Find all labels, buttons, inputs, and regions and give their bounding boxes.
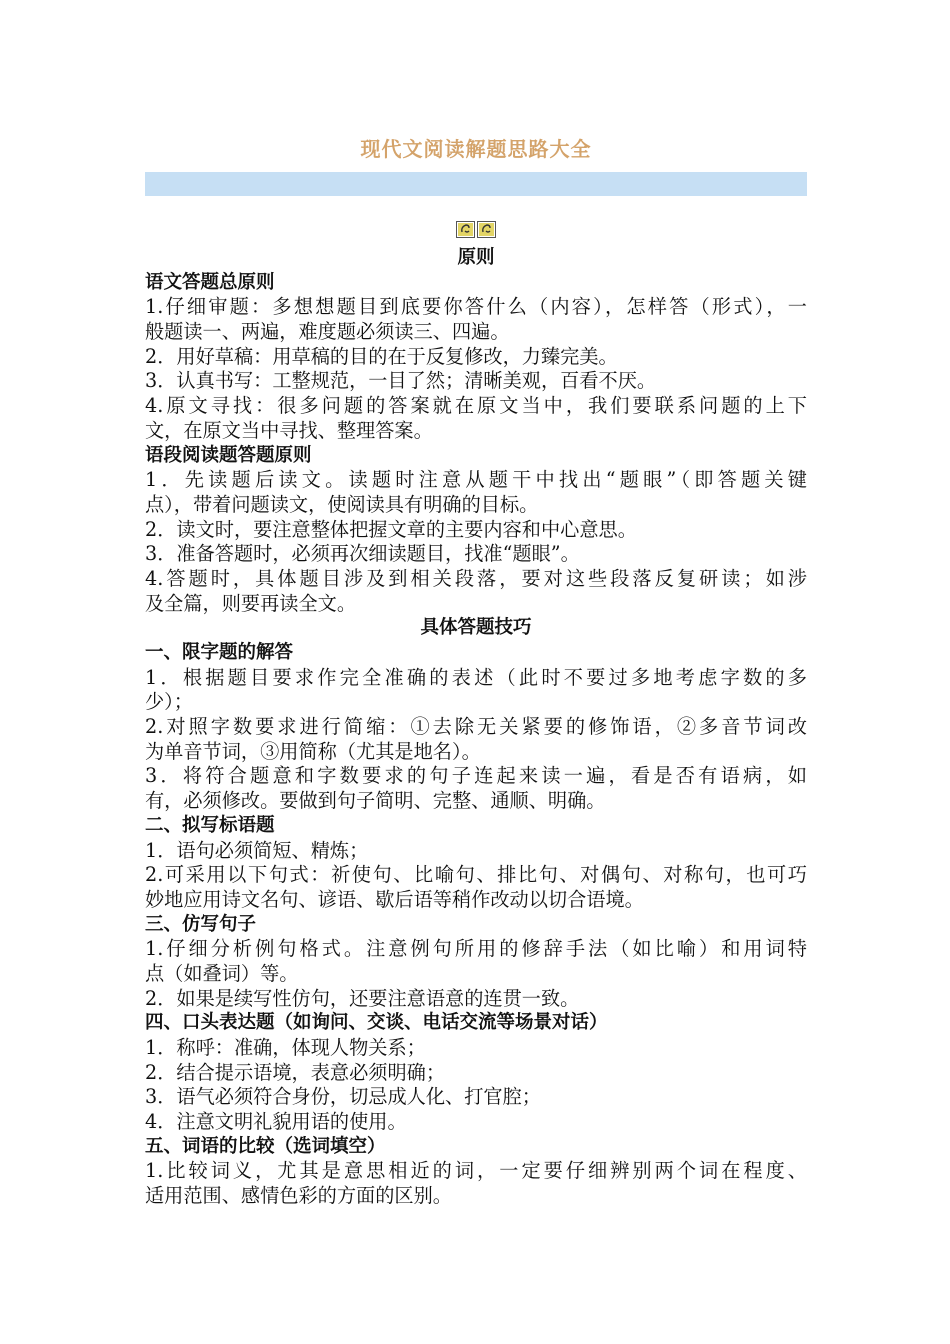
section-heading: 五、词语的比较（选词填空） <box>145 1135 386 1157</box>
text-line: 少）； <box>145 690 193 714</box>
text-line: 2．读文时，要注意整体把握文章的主要内容和中心意思。 <box>145 517 637 541</box>
text-line: 3．准备答题时，必须再次细读题目，找准“题眼”。 <box>145 542 580 566</box>
text-line: 1．称呼：准确，体现人物关系； <box>145 1036 426 1059</box>
section-heading: 二、拟写标语题 <box>145 814 275 836</box>
text-line: 1．根据题目要求作完全准确的表述（此时不要过多地考虑字数的多 <box>145 665 807 689</box>
text-line: 4.答题时，具体题目涉及到相关段落，要对这些段落反复研读；如涉 <box>145 566 807 590</box>
text-line: 2．用好草稿：用草稿的目的在于反复修改，力臻完美。 <box>145 344 618 368</box>
text-line: 2．如果是续写性仿句，还要注意语意的连贯一致。 <box>145 986 580 1010</box>
section-heading: 语段阅读题答题原则 <box>145 444 312 466</box>
text-line: 点（如叠词）等。 <box>145 961 299 985</box>
text-line: 2．结合提示语境，表意必须明确； <box>145 1060 446 1084</box>
text-line: 4．注意文明礼貌用语的使用。 <box>145 1110 407 1134</box>
text-line: 1.比较词义，尤其是意思相近的词，一定要仔细辨别两个词在程度、 <box>145 1159 807 1183</box>
section-heading: 一、限字题的解答 <box>145 642 294 663</box>
link-icon-graphic <box>458 223 473 236</box>
text-line: 1．语句必须简短、精炼； <box>145 838 369 862</box>
text-line: 3．将符合题意和字数要求的句子连起来读一遍，看是否有语病，如 <box>145 764 807 788</box>
text-line: 2.可采用以下句式：祈使句、比喻句、排比句、对偶句、对称句，也可巧 <box>145 863 807 887</box>
text-line: 及全篇，则要再读全文。 <box>145 591 357 615</box>
section-heading: 具体答题技巧 <box>420 617 532 639</box>
text-line: 1．先读题后读文。读题时注意从题干中找出“题眼”（即答题关键 <box>145 468 807 492</box>
text-line: 妙地应用诗文名句、谚语、歇后语等稍作改动以切合语境。 <box>145 887 644 911</box>
icon-row <box>145 221 807 238</box>
section-heading: 原则 <box>457 247 495 268</box>
document-body <box>145 246 807 1209</box>
text-line: 1.仔细审题：多想想题目到底要你答什么（内容），怎样答（形式），一 <box>145 295 807 319</box>
document-title: 现代文阅读解题思路大全 <box>360 137 592 161</box>
title-divider-bar <box>145 172 807 196</box>
link-icon[interactable] <box>456 221 475 238</box>
text-line: 2.对照字数要求进行简缩：①去除无关紧要的修饰语，②多音节词改 <box>145 715 807 739</box>
text-line: 3．语气必须符合身份，切忌成人化、打官腔； <box>145 1085 541 1109</box>
text-line: 有，必须修改。要做到句子简明、完整、通顺、明确。 <box>145 789 606 813</box>
text-line: 般题读一、两遍，难度题必须读三、四遍。 <box>145 320 510 344</box>
text-line: 为单音节词，③用简称（尤其是地名）。 <box>145 739 481 763</box>
link-icon[interactable] <box>477 221 496 238</box>
text-line: 1.仔细分析例句格式。注意例句所用的修辞手法（如比喻）和用词特 <box>145 937 807 961</box>
section-heading: 四、口头表达题（如询问、交谈、电话交流等场景对话） <box>145 1012 608 1034</box>
text-line: 3．认真书写：工整规范，一目了然；清晰美观，百看不厌。 <box>145 369 657 393</box>
section-heading: 语文答题总原则 <box>145 271 275 293</box>
text-line: 适用范围、感情色彩的方面的区别。 <box>145 1184 452 1208</box>
text-line: 点），带着问题读文，使阅读具有明确的目标。 <box>145 492 539 516</box>
section-heading: 三、仿写句子 <box>145 913 257 935</box>
text-line: 4.原文寻找：很多问题的答案就在原文当中，我们要联系问题的上下 <box>145 394 807 418</box>
link-icon-graphic <box>479 223 494 236</box>
text-line: 文，在原文当中寻找、整理答案。 <box>145 418 433 442</box>
